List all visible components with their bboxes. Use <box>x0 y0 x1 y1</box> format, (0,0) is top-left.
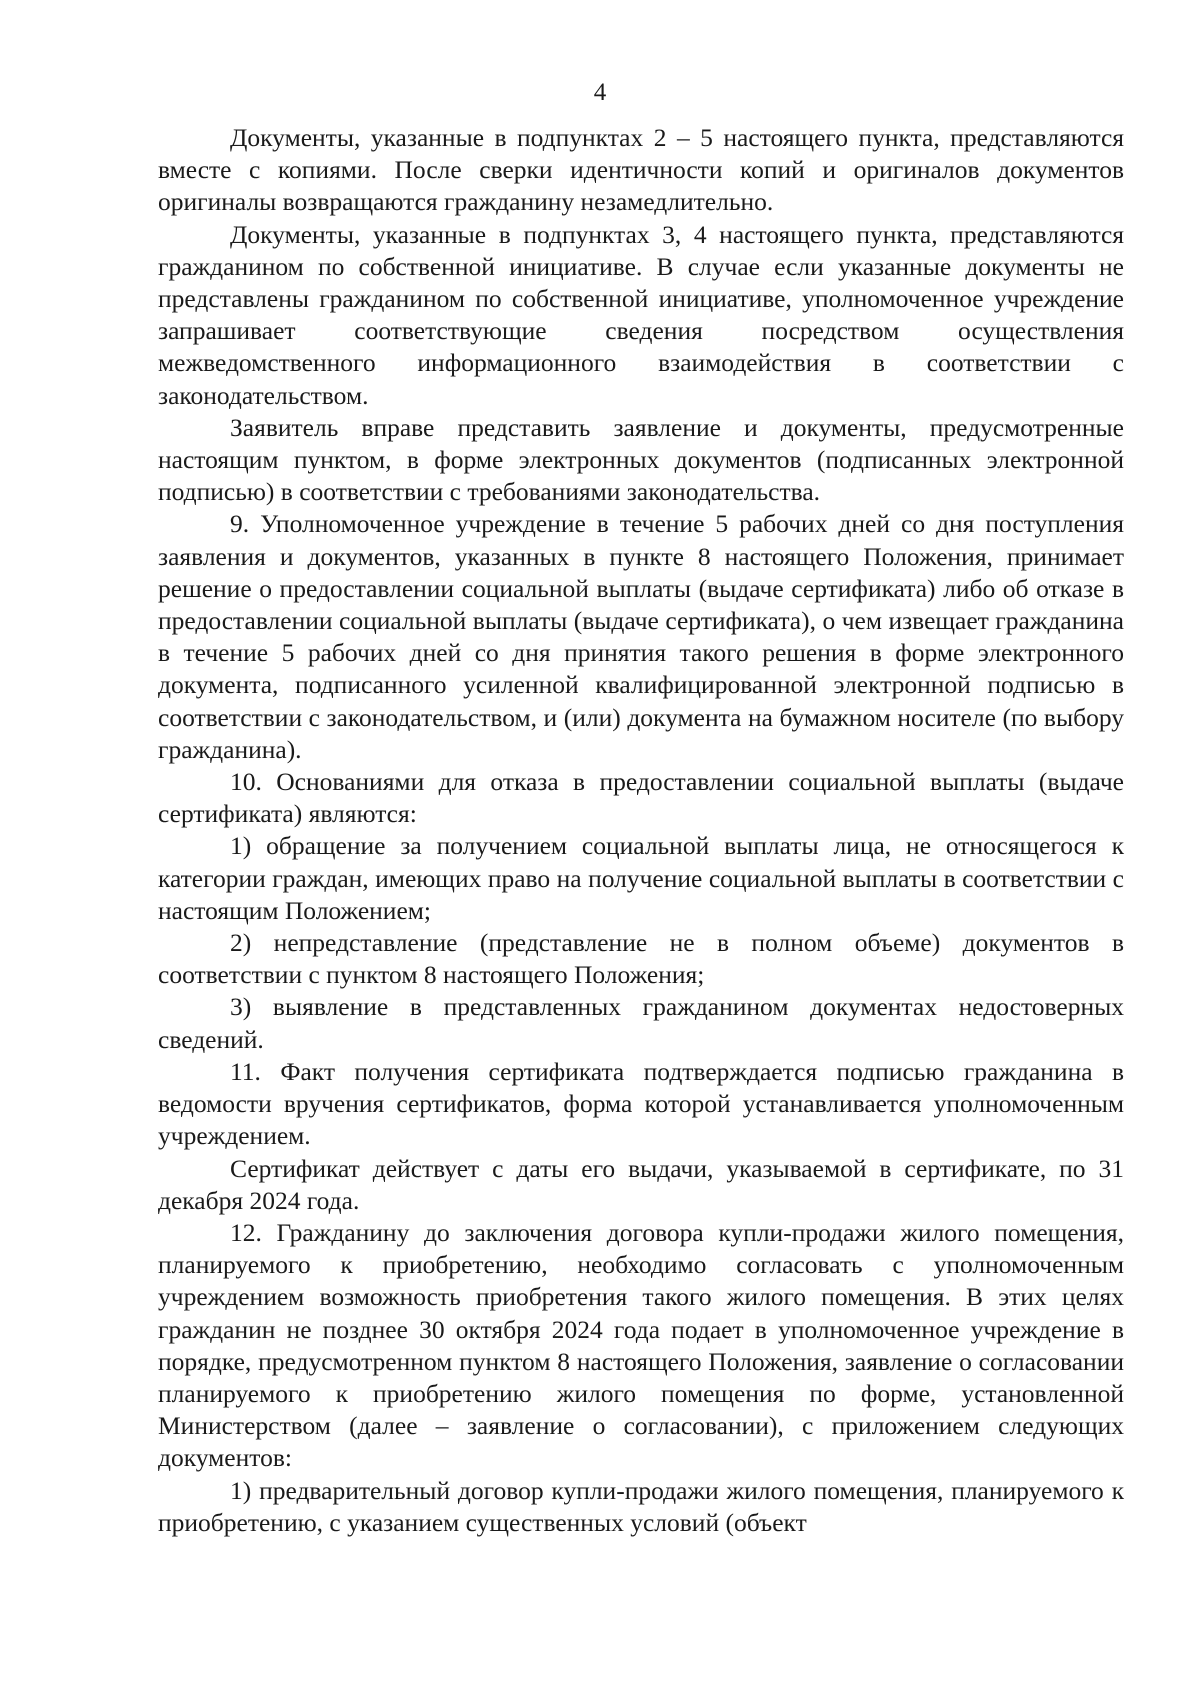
paragraph-copies-returned: Документы, указанные в подпунктах 2 – 5 настоящего пункта, представляются вместе с копиями. После сверки идентичности копий и оригиналов документов оригиналы возвращаются гражданину незамедлительно. <box>158 123 1124 217</box>
paragraph-item-10-1: 1) обращение за получением социальной выплаты лица, не относящегося к категории граждан, имеющих право на получение социальной выплаты в соответствии с настоящим Положением; <box>158 831 1124 925</box>
paragraph-item-9: 9. Уполномоченное учреждение в течение 5 рабочих дней со дня поступления заявления и документов, указанных в пункте 8 настоящего Положения, принимает решение о предоставлении социальной выплаты (выдаче сертификата) либо об отказе в предоставлении социальной выплаты (выдаче сертификата), о чем извещает гражданина в течение 5 рабочих дней со дня принятия такого решения в форме электронного документа, подписанного усиленной квалифицированной электронной подписью в соответствии с законодательством, и (или) документа на бумажном носителе (по выбору гражданина). <box>158 509 1124 764</box>
paragraph-item-12: 12. Гражданину до заключения договора купли-продажи жилого помещения, планируемого к приобретению, необходимо согласовать с уполномоченным учреждением возможность приобретения такого жилого помещения. В этих целях гражданин не позднее 30 октября 2024 года подает в уполномоченное учреждение в порядке, предусмотренном пунктом 8 настоящего Положения, заявление о согласовании планируемого к приобретению жилого помещения по форме, установленной Министерством (далее – заявление о согласовании), с приложением следующих документов: <box>158 1217 1124 1473</box>
document-body <box>158 122 1124 1539</box>
paragraph-certificate-validity: Сертификат действует с даты его выдачи, указываемой в сертификате, по 31 декабря 2024 года. <box>158 1153 1124 1215</box>
paragraph-item-11: 11. Факт получения сертификата подтверждается подписью гражданина в ведомости вручения сертификатов, форма которой устанавливается уполномоченным учреждением. <box>158 1056 1124 1151</box>
paragraph-item-10-3: 3) выявление в представленных гражданином документах недостоверных сведений. <box>158 992 1124 1054</box>
paragraph-item-10-2: 2) непредставление (представление не в полном объеме) документов в соответствии с пунктом 8 настоящего Положения; <box>158 928 1124 990</box>
paragraph-electronic-documents: Заявитель вправе представить заявление и документы, предусмотренные настоящим пунктом, в форме электронных документов (подписанных электронной подписью) в соответствии с требованиями законодательства. <box>158 412 1124 507</box>
paragraph-own-initiative: Документы, указанные в подпунктах 3, 4 настоящего пункта, представляются гражданином по собственной инициативе. В случае если указанные документы не представлены гражданином по собственной инициативе, уполномоченное учреждение запрашивает соответствующие сведения посредством осуществления межведомственного информационного взаимодействия в соответствии с законодательством. <box>158 219 1124 410</box>
paragraph-item-10: 10. Основаниями для отказа в предоставлении социальной выплаты (выдаче сертификата) являются: <box>158 767 1124 829</box>
page-number: 4 <box>593 79 607 106</box>
paragraph-item-12-1: 1) предварительный договор купли-продажи жилого помещения, планируемого к приобретению, с указанием существенных условий (объект <box>158 1475 1124 1537</box>
